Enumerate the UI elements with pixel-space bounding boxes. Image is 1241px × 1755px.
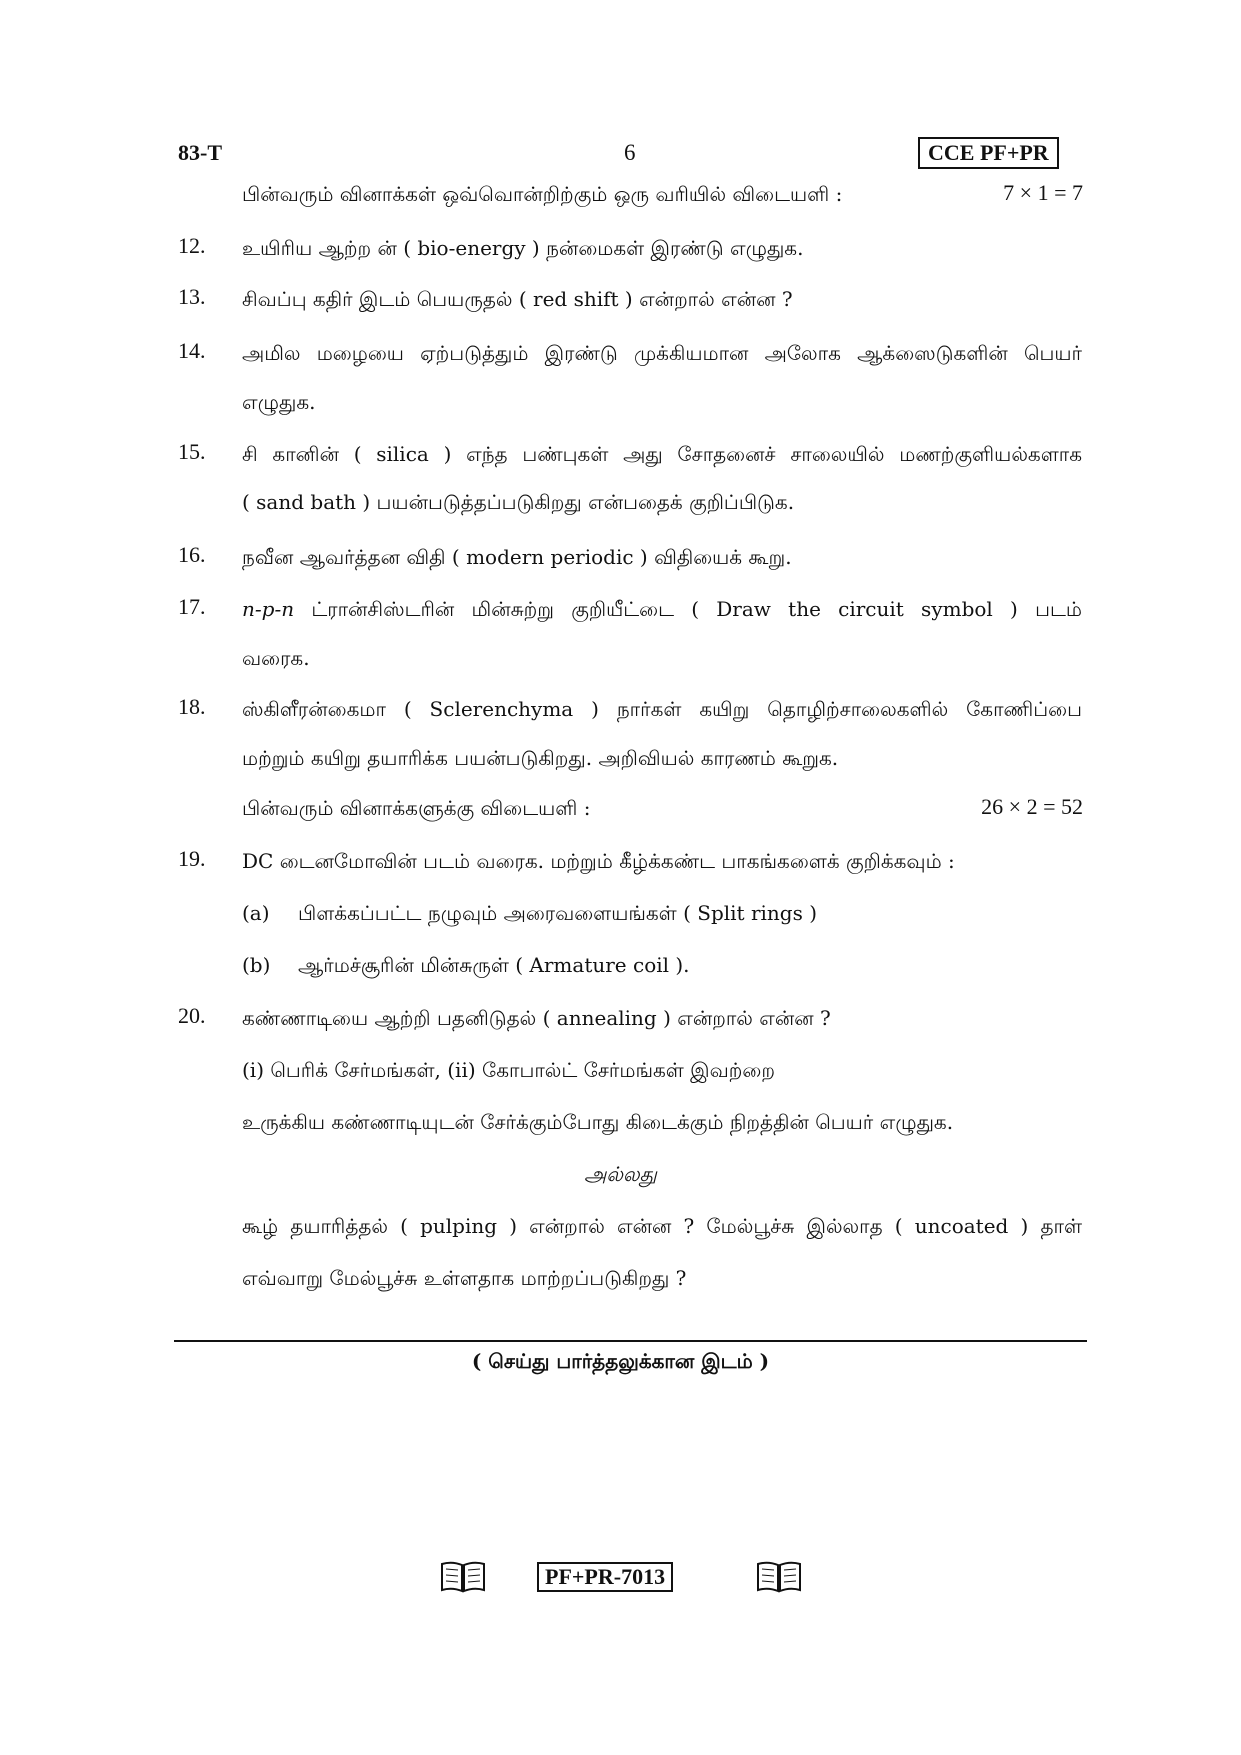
q18-number: 18. — [178, 694, 206, 719]
q18-text-line1: ஸ்கிளீரன்கைமா ( Sclerenchyma ) நார்கள் கயிறு தொழிற்சாலைகளில் கோணிப்பை — [242, 697, 1082, 721]
section1-instruction: பின்வரும் வினாக்கள் ஒவ்வொன்றிற்கும் ஒரு வரியில் விடையளி : — [242, 182, 843, 206]
q12-text: உயிரிய ஆற்ற ன் ( bio-energy ) நன்மைகள் இரண்டு எழுதுக. — [242, 236, 804, 260]
q20-alt-line1: கூழ் தயாரித்தல் ( pulping ) என்றால் என்ன ? மேல்பூச்சு இல்லாத ( uncoated ) தாள் — [242, 1214, 1082, 1238]
q17-text-rest: ட்ரான்சிஸ்டரின் மின்சுற்று குறியீட்டை ( Draw the circuit symbol ) படம் — [294, 597, 1082, 621]
q19-number: 19. — [178, 846, 206, 871]
q19-b-label: (b) — [242, 953, 271, 977]
open-book-icon — [440, 1560, 486, 1594]
q12-number: 12. — [178, 233, 206, 258]
section2-marks: 26 × 2 = 52 — [981, 794, 1083, 819]
q16-number: 16. — [178, 542, 206, 567]
open-book-icon — [756, 1560, 802, 1594]
q20-text-line3: உருக்கிய கண்ணாடியுடன் சேர்க்கும்போது கிடைக்கும் நிறத்தின் பெயர் எழுதுக. — [242, 1110, 954, 1134]
q20-number: 20. — [178, 1003, 206, 1028]
q15-number: 15. — [178, 439, 206, 464]
q14-number: 14. — [178, 338, 206, 363]
q19-a-label: (a) — [242, 901, 270, 925]
q19-text: DC டைனமோவின் படம் வரைக. மற்றும் கீழ்க்கண்ட பாகங்களைக் குறிக்கவும் : — [242, 849, 955, 873]
q17-text-line1 — [242, 595, 1082, 623]
q17-text-line2: வரைக. — [242, 646, 310, 670]
q17-number: 17. — [178, 594, 206, 619]
q20-alt-line2: எவ்வாறு மேல்பூச்சு உள்ளதாக மாற்றப்படுகிறது ? — [242, 1266, 687, 1290]
q15-text-line1: சி கானின் ( silica ) எந்த பண்புகள் அது சோதனைச் சாலையில் மணற்குளியல்களாக — [242, 442, 1082, 466]
section2-instruction: பின்வரும் வினாக்களுக்கு விடையளி : — [242, 796, 591, 820]
q20-text-line1: கண்ணாடியை ஆற்றி பதனிடுதல் ( annealing ) என்றால் என்ன ? — [242, 1006, 831, 1030]
q13-text: சிவப்பு கதிர் இடம் பெயருதல் ( red shift ) என்றால் என்ன ? — [242, 287, 793, 311]
rough-work-label: ( செய்து பார்த்தலுக்கான இடம் ) — [471, 1349, 770, 1373]
q14-text-line2: எழுதுக. — [242, 390, 316, 414]
q16-text: நவீன ஆவர்த்தன விதி ( modern periodic ) விதியைக் கூறு. — [242, 545, 792, 569]
q13-number: 13. — [178, 284, 206, 309]
q20-or-label: அல்லது — [584, 1162, 657, 1186]
q19-a-text: பிளக்கப்பட்ட நழுவும் அரைவளையங்கள் ( Split rings ) — [298, 901, 818, 925]
q20-text-line2: (i) பெரிக் சேர்மங்கள், (ii) கோபால்ட் சேர்மங்கள் இவற்றை — [242, 1058, 775, 1082]
section1-marks: 7 × 1 = 7 — [1003, 180, 1083, 205]
footer-code-box: PF+PR-7013 — [537, 1562, 673, 1592]
divider-rule — [174, 1340, 1087, 1342]
q14-text-line1: அமில மழையை ஏற்படுத்தும் இரண்டு முக்கியமான அலோக ஆக்ஸைடுகளின் பெயர் — [242, 341, 1082, 365]
q15-text-line2: ( sand bath ) பயன்படுத்தப்படுகிறது என்பதைக் குறிப்பிடுக. — [242, 490, 795, 514]
q17-npn-term: n-p-n — [242, 597, 295, 621]
paper-code: 83-T — [178, 140, 222, 165]
q19-b-text: ஆர்மச்சூரின் மின்சுருள் ( Armature coil ). — [298, 953, 690, 977]
page-number: 6 — [624, 140, 636, 165]
series-box: CCE PF+PR — [918, 137, 1059, 169]
q18-text-line2: மற்றும் கயிறு தயாரிக்க பயன்படுகிறது. அறிவியல் காரணம் கூறுக. — [242, 746, 839, 770]
